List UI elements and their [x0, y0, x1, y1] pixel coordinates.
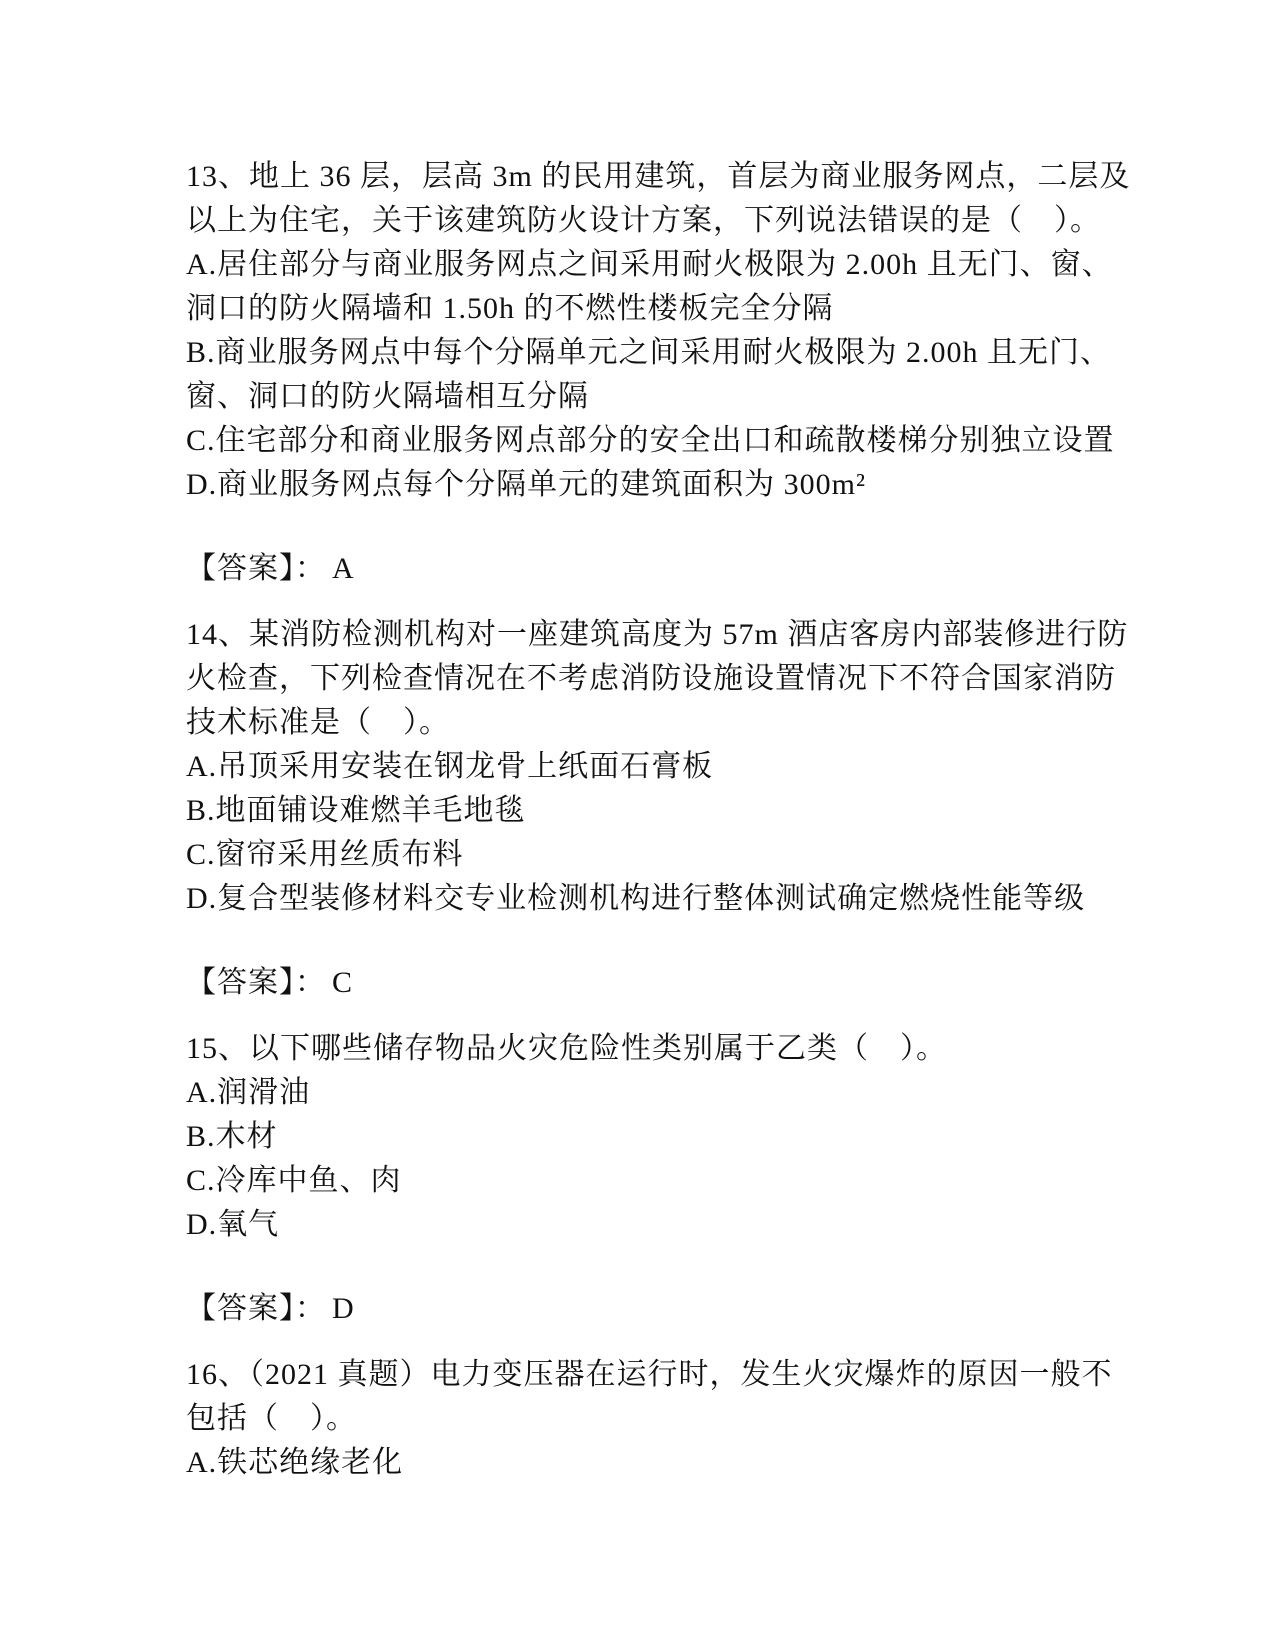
answer-value: C — [332, 966, 354, 999]
question-13-option-a-line-1: A.居住部分与商业服务网点之间采用耐火极限为 2.00h 且无门、窗、 — [186, 248, 1113, 281]
answer-value: A — [332, 552, 355, 585]
question-13-stem-line-1: 13、地上 36 层，层高 3m 的民用建筑，首层为商业服务网点，二层及 — [186, 160, 1131, 193]
question-16-stem-line-2: 包括（ ）。 — [186, 1402, 357, 1435]
question-16 — [186, 1353, 1215, 1485]
question-15-answer-line — [186, 1287, 1215, 1331]
question-14-stem-line-1: 14、某消防检测机构对一座建筑高度为 57m 酒店客房内部装修进行防 — [186, 618, 1129, 651]
question-13-stem-line-2: 以上为住宅，关于该建筑防火设计方案，下列说法错误的是（ ）。 — [186, 204, 1101, 237]
question-15-option-c: C.冷库中鱼、肉 — [186, 1164, 402, 1197]
question-13-option-a-line-2: 洞口的防火隔墙和 1.50h 的不燃性楼板完全分隔 — [186, 292, 834, 325]
question-16-stem-line-1: 16、（2021 真题）电力变压器在运行时，发生火灾爆炸的原因一般不 — [186, 1358, 1113, 1391]
question-16-option-a: A.铁芯绝缘老化 — [186, 1446, 404, 1479]
question-13-option-c: C.住宅部分和商业服务网点部分的安全出口和疏散楼梯分别独立设置 — [186, 424, 1115, 457]
answer-label: 【答案】： — [186, 552, 326, 585]
question-14 — [186, 613, 1215, 1005]
question-13-option-b-line-2: 窗、洞口的防火隔墙相互分隔 — [186, 380, 589, 413]
question-15-stem: 15、以下哪些储存物品火灾危险性类别属于乙类（ ）。 — [186, 1032, 947, 1065]
answer-label: 【答案】： — [186, 1292, 326, 1325]
answer-label: 【答案】： — [186, 966, 326, 999]
question-14-stem-line-2: 火检查，下列检查情况在不考虑消防设施设置情况下不符合国家消防 — [186, 662, 1116, 695]
answer-value: D — [332, 1292, 355, 1325]
question-14-option-c: C.窗帘采用丝质布料 — [186, 838, 464, 871]
question-13-option-d: D.商业服务网点每个分隔单元的建筑面积为 300m² — [186, 468, 866, 501]
question-14-option-b: B.地面铺设难燃羊毛地毯 — [186, 794, 526, 827]
question-13 — [186, 155, 1215, 591]
question-14-option-a: A.吊顶采用安装在钢龙骨上纸面石膏板 — [186, 750, 714, 783]
question-15-option-a: A.润滑油 — [186, 1076, 311, 1109]
question-13-option-b-line-1: B.商业服务网点中每个分隔单元之间采用耐火极限为 2.00h 且无门、 — [186, 336, 1112, 369]
question-15-option-d: D.氧气 — [186, 1208, 280, 1241]
question-15-option-b: B.木材 — [186, 1120, 278, 1153]
question-15 — [186, 1027, 1215, 1331]
question-13-answer-line — [186, 547, 1215, 591]
question-14-stem-line-3: 技术标准是（ ）。 — [186, 706, 450, 739]
question-14-option-d: D.复合型装修材料交专业检测机构进行整体测试确定燃烧性能等级 — [186, 882, 1086, 915]
question-14-answer-line — [186, 961, 1215, 1005]
